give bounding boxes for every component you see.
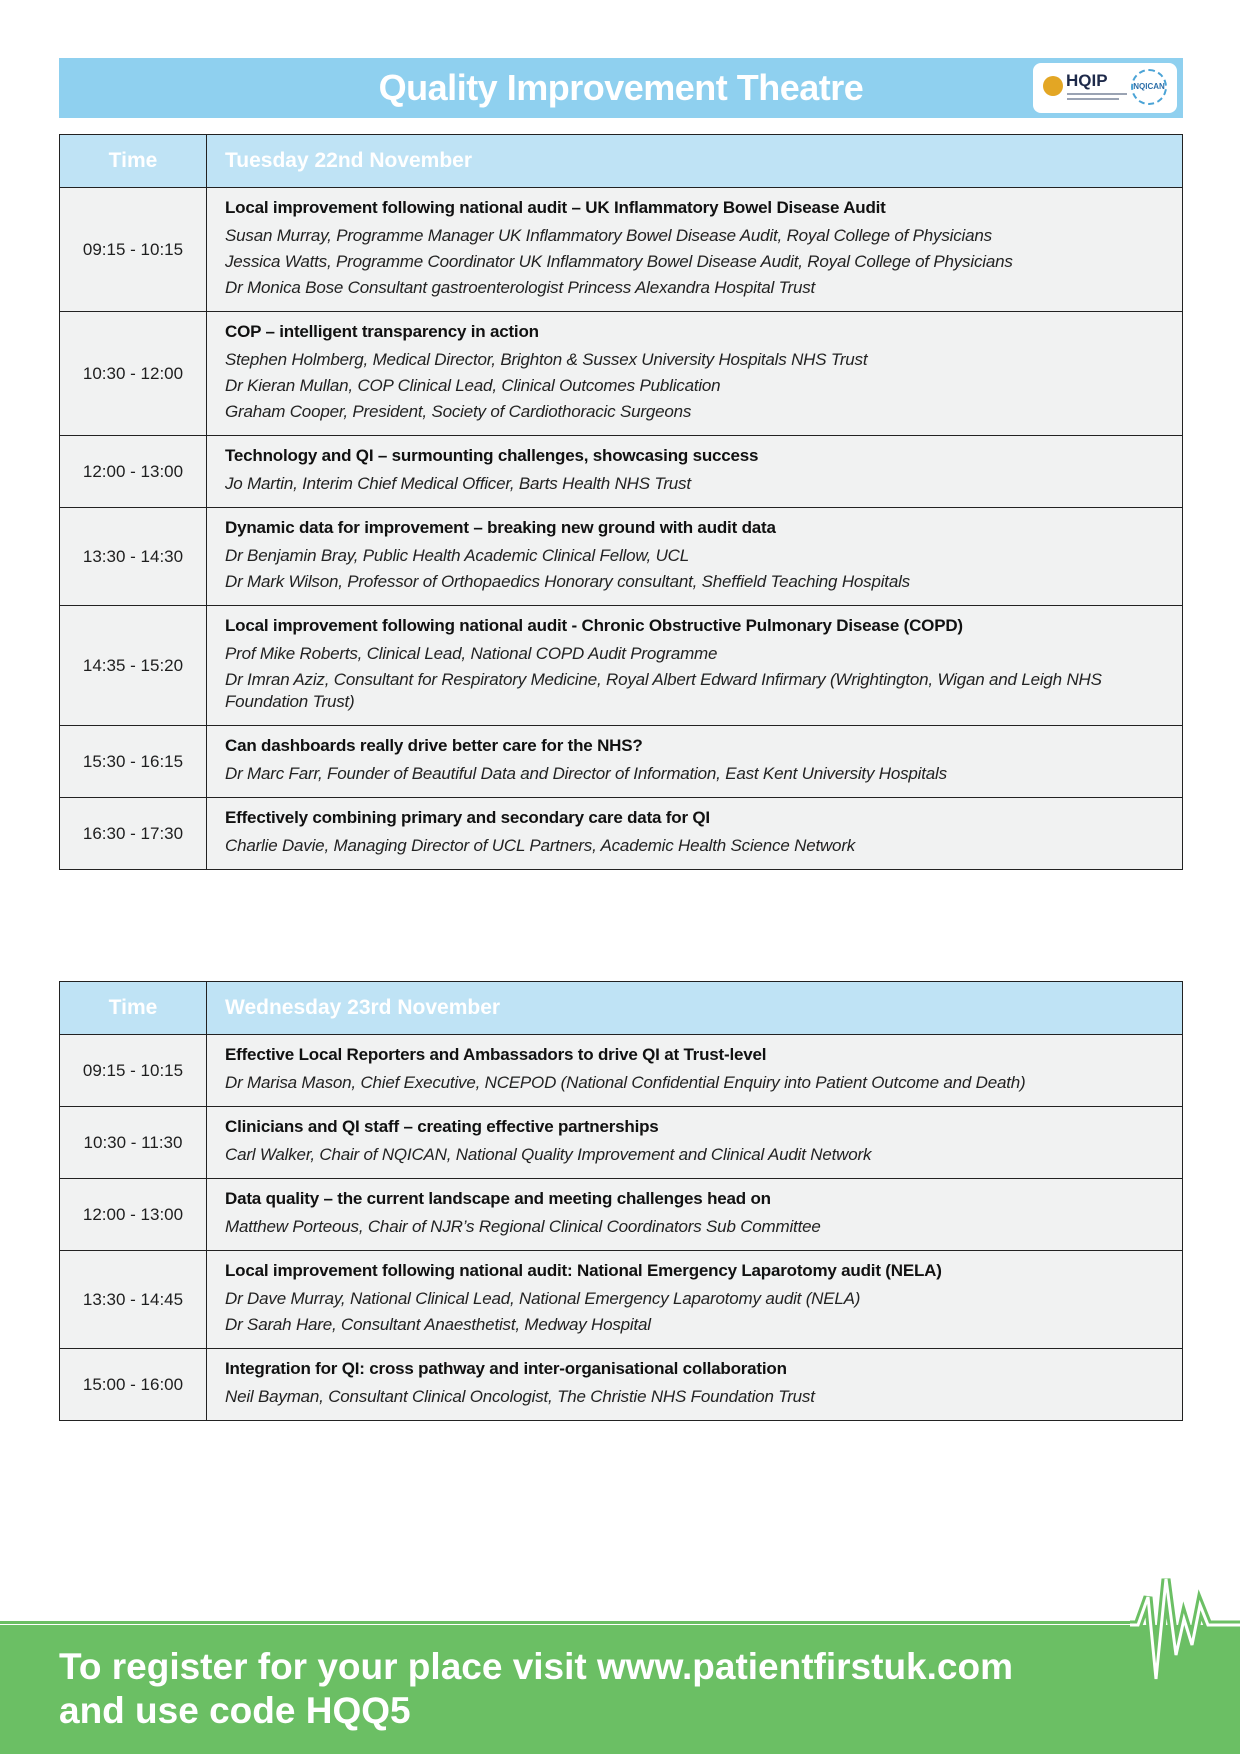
session-title: Effective Local Reporters and Ambassadors to drive QI at Trust-level [225, 1045, 767, 1064]
session-details [207, 1179, 1183, 1251]
session-time: 16:30 - 17:30 [60, 798, 207, 870]
session-time: 12:00 - 13:00 [60, 1179, 207, 1251]
session-title: Effectively combining primary and secondary care data for QI [225, 808, 710, 827]
session-details [207, 1349, 1183, 1421]
session-title: Dynamic data for improvement – breaking new ground with audit data [225, 518, 776, 537]
session-speaker: Carl Walker, Chair of NQICAN, National Quality Improvement and Clinical Audit Network [225, 1145, 872, 1164]
table-row [60, 1107, 1183, 1179]
session-title: Local improvement following national audit - Chronic Obstructive Pulmonary Disease (COPD) [225, 616, 963, 635]
day-header: Tuesday 22nd November [207, 135, 1183, 188]
registration-footer [0, 1625, 1240, 1754]
session-speaker: Matthew Porteous, Chair of NJR’s Regional Clinical Coordinators Sub Committee [225, 1217, 821, 1236]
hqip-logo-icon [1043, 76, 1063, 96]
day-header: Wednesday 23rd November [207, 982, 1183, 1035]
session-speaker: Graham Cooper, President, Society of Cardiothoracic Surgeons [225, 402, 692, 421]
session-speaker: Jo Martin, Interim Chief Medical Officer, Barts Health NHS Trust [225, 474, 691, 493]
session-details [207, 606, 1183, 726]
session-speaker: Dr Marc Farr, Founder of Beautiful Data and Director of Information, East Kent University Hospitals [225, 764, 947, 783]
session-speaker: Dr Benjamin Bray, Public Health Academic Clinical Fellow, UCL [225, 546, 689, 565]
session-time: 10:30 - 12:00 [60, 312, 207, 436]
table-row [60, 312, 1183, 436]
table-header-row [60, 982, 1183, 1035]
session-time: 09:15 - 10:15 [60, 1035, 207, 1107]
session-speaker: Susan Murray, Programme Manager UK Inflammatory Bowel Disease Audit, Royal College of Physicians [225, 226, 992, 245]
session-time: 13:30 - 14:30 [60, 508, 207, 606]
registration-text [59, 1645, 1013, 1733]
session-time: 15:00 - 16:00 [60, 1349, 207, 1421]
footer-divider [0, 1621, 1140, 1624]
session-details [207, 436, 1183, 508]
session-speaker: Dr Sarah Hare, Consultant Anaesthetist, Medway Hospital [225, 1315, 651, 1334]
session-title: Technology and QI – surmounting challenges, showcasing success [225, 446, 759, 465]
session-details [207, 1107, 1183, 1179]
nqican-logo: NQICAN [1131, 69, 1167, 105]
registration-line-2: and use code HQQ5 [59, 1690, 411, 1731]
registration-line-1: To register for your place visit www.patientfirstuk.com [59, 1646, 1013, 1687]
session-details [207, 1035, 1183, 1107]
session-details [207, 1251, 1183, 1349]
table-row [60, 726, 1183, 798]
schedule-table-day1 [59, 134, 1183, 870]
page-title: Quality Improvement Theatre [378, 67, 864, 108]
table-row [60, 798, 1183, 870]
session-speaker: Dr Imran Aziz, Consultant for Respiratory Medicine, Royal Albert Edward Infirmary (Wrightington, Wigan and Leigh NHS Foundation Trust) [225, 670, 1102, 711]
session-time: 10:30 - 11:30 [60, 1107, 207, 1179]
session-speaker: Jessica Watts, Programme Coordinator UK Inflammatory Bowel Disease Audit, Royal College of Physicians [225, 252, 1013, 271]
session-time: 09:15 - 10:15 [60, 188, 207, 312]
schedule-body-day2 [60, 1035, 1183, 1421]
hqip-logo-text: HQIP [1066, 71, 1108, 90]
session-speaker: Neil Bayman, Consultant Clinical Oncologist, The Christie NHS Foundation Trust [225, 1387, 815, 1406]
table-row [60, 436, 1183, 508]
session-details [207, 508, 1183, 606]
session-speaker: Stephen Holmberg, Medical Director, Brighton & Sussex University Hospitals NHS Trust [225, 350, 868, 369]
session-details [207, 726, 1183, 798]
session-speaker: Charlie Davie, Managing Director of UCL Partners, Academic Health Science Network [225, 836, 856, 855]
time-column-header: Time [60, 135, 207, 188]
schedule-body-day1 [60, 188, 1183, 870]
table-row [60, 606, 1183, 726]
hqip-tagline-line [1067, 93, 1127, 95]
session-title: Data quality – the current landscape and meeting challenges head on [225, 1189, 771, 1208]
session-speaker: Dr Monica Bose Consultant gastroenterologist Princess Alexandra Hospital Trust [225, 278, 816, 297]
hqip-tagline-line [1067, 98, 1119, 100]
session-speaker: Dr Marisa Mason, Chief Executive, NCEPOD (National Confidential Enquiry into Patient Outcome and Death) [225, 1073, 1026, 1092]
session-time: 12:00 - 13:00 [60, 436, 207, 508]
session-speaker: Dr Dave Murray, National Clinical Lead, National Emergency Laparotomy audit (NELA) [225, 1289, 861, 1308]
table-header-row [60, 135, 1183, 188]
title-bar [59, 58, 1183, 118]
session-title: COP – intelligent transparency in action [225, 322, 539, 341]
table-row [60, 1179, 1183, 1251]
session-title: Integration for QI: cross pathway and inter-organisational collaboration [225, 1359, 787, 1378]
session-details [207, 188, 1183, 312]
session-details [207, 798, 1183, 870]
session-time: 15:30 - 16:15 [60, 726, 207, 798]
table-row [60, 1349, 1183, 1421]
table-row [60, 1251, 1183, 1349]
table-row [60, 188, 1183, 312]
session-speaker: Prof Mike Roberts, Clinical Lead, National COPD Audit Programme [225, 644, 718, 663]
session-title: Local improvement following national audit – UK Inflammatory Bowel Disease Audit [225, 198, 886, 217]
time-column-header: Time [60, 982, 207, 1035]
session-speaker: Dr Kieran Mullan, COP Clinical Lead, Clinical Outcomes Publication [225, 376, 721, 395]
heartbeat-pulse-icon [1130, 1575, 1240, 1685]
session-speaker: Dr Mark Wilson, Professor of Orthopaedics Honorary consultant, Sheffield Teaching Hospitals [225, 572, 910, 591]
schedule-table-day2 [59, 981, 1183, 1421]
session-title: Can dashboards really drive better care for the NHS? [225, 736, 643, 755]
session-time: 13:30 - 14:45 [60, 1251, 207, 1349]
session-title: Local improvement following national audit: National Emergency Laparotomy audit (NELA) [225, 1261, 942, 1280]
session-time: 14:35 - 15:20 [60, 606, 207, 726]
table-row [60, 1035, 1183, 1107]
session-details [207, 312, 1183, 436]
logo-box [1033, 63, 1177, 113]
session-title: Clinicians and QI staff – creating effective partnerships [225, 1117, 659, 1136]
table-row [60, 508, 1183, 606]
